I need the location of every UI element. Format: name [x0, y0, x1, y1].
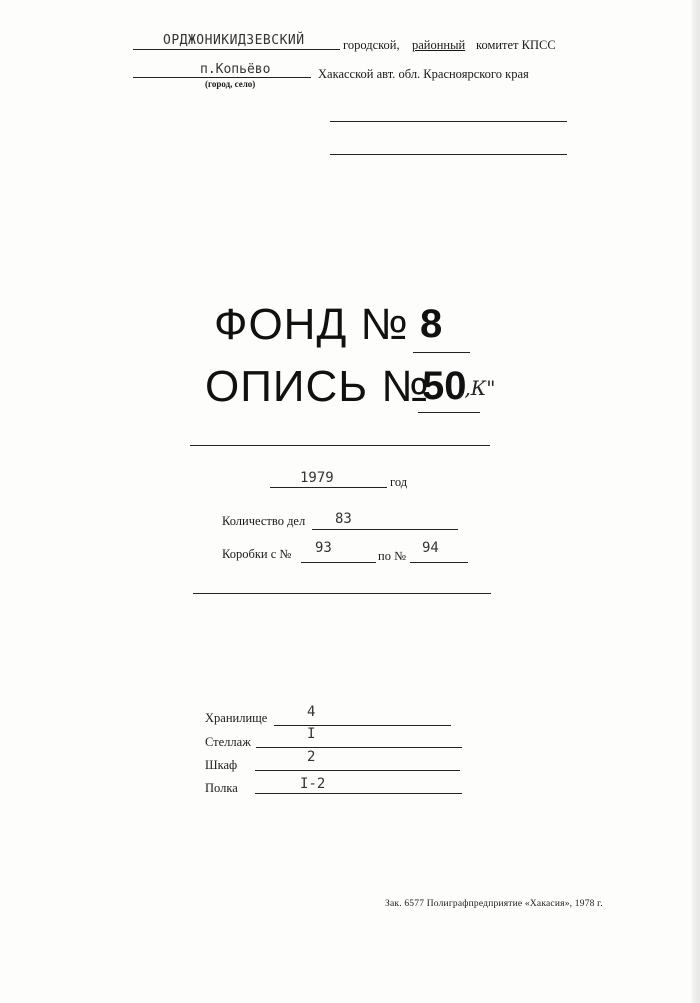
storage-underline [274, 725, 451, 726]
boxes-to: 94 [422, 540, 439, 556]
inventory-number: 50 [422, 364, 467, 408]
rack-value: I [307, 726, 316, 742]
boxes-from: 93 [315, 540, 332, 556]
shelf-value: I-2 [300, 776, 326, 792]
region: Хакасской авт. обл. Красноярского края [318, 67, 529, 81]
cases-value: 83 [335, 511, 352, 527]
page-edge-shadow [692, 0, 700, 1003]
cases-label: Количество дел [222, 514, 306, 528]
separator-bottom [193, 593, 491, 594]
year-underline [270, 487, 387, 488]
cases-underline [312, 529, 458, 530]
storage-value: 4 [307, 704, 316, 720]
inventory-number-underline [418, 412, 480, 413]
year-label: год [390, 475, 408, 489]
rack-underline [256, 747, 462, 748]
print-imprint: Зак. 6577 Полиграфпредприятие «Хакасия», 1978 г. [385, 899, 603, 909]
committee-suffix-1: городской, [343, 38, 400, 52]
boxes-label: Коробки с № [222, 547, 292, 561]
fund-number: 8 [420, 302, 443, 346]
shelf-underline [255, 793, 462, 794]
committee-name: ОРДЖОНИКИДЗЕВСКИЙ [163, 33, 305, 48]
boxes-to-label: по № [378, 549, 406, 563]
locality: п.Копьёво [200, 62, 271, 77]
cabinet-label: Шкаф [205, 758, 238, 772]
cabinet-value: 2 [307, 749, 316, 765]
year-value: 1979 [300, 470, 334, 486]
committee-suffix-3: комитет КПСС [476, 38, 556, 52]
storage-label: Хранилище [205, 711, 268, 725]
boxes-to-underline [410, 562, 468, 563]
locality-underline [133, 77, 311, 78]
rack-label: Стеллаж [205, 735, 251, 749]
committee-name-underline [133, 49, 340, 50]
separator-top [190, 445, 490, 446]
shelf-label: Полка [205, 781, 238, 795]
blank-line-2 [330, 154, 567, 155]
cabinet-underline [255, 770, 460, 771]
fund-label: ФОНД № [214, 300, 409, 349]
blank-line-1 [330, 121, 567, 122]
inventory-label: ОПИСЬ № [205, 362, 430, 411]
committee-suffix-2: районный [412, 38, 466, 52]
locality-caption: (город, село) [205, 79, 256, 89]
fund-number-underline [413, 352, 470, 353]
inventory-suffix: ,,К" [458, 376, 496, 400]
boxes-from-underline [301, 562, 376, 563]
